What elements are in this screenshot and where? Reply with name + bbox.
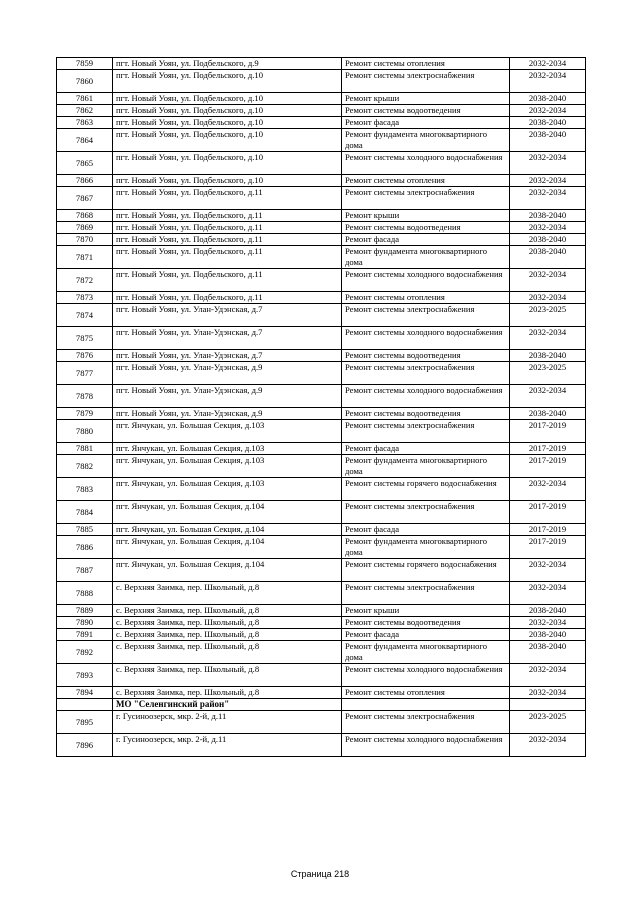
row-period: 2032-2034 — [510, 70, 586, 93]
row-period: 2032-2034 — [510, 292, 586, 304]
table-row — [57, 617, 586, 629]
table-row — [57, 408, 586, 420]
table-body — [57, 58, 586, 757]
row-period: 2032-2034 — [510, 617, 586, 629]
section-num-cell — [57, 699, 113, 711]
row-work-type: Ремонт системы отопления — [342, 687, 510, 699]
table-row — [57, 385, 586, 408]
row-address: пгт. Янчукан, ул. Большая Секция, д.104 — [113, 501, 342, 524]
row-address: пгт. Новый Уоян, ул. Подбельского, д.11 — [113, 292, 342, 304]
row-work-type: Ремонт системы электроснабжения — [342, 187, 510, 210]
row-work-type: Ремонт фундамента многоквартирного дома — [342, 129, 510, 152]
row-period: 2017-2019 — [510, 443, 586, 455]
row-address: пгт. Новый Уоян, ул. Улан-Удэнская, д.9 — [113, 385, 342, 408]
row-period: 2038-2040 — [510, 117, 586, 129]
row-address: пгт. Янчукан, ул. Большая Секция, д.103 — [113, 420, 342, 443]
table-row — [57, 222, 586, 234]
table-row — [57, 734, 586, 757]
row-period: 2017-2019 — [510, 524, 586, 536]
row-work-type: Ремонт системы водоотведения — [342, 350, 510, 362]
row-number: 7870 — [57, 234, 113, 246]
row-work-type: Ремонт крыши — [342, 93, 510, 105]
row-work-type: Ремонт системы электроснабжения — [342, 420, 510, 443]
row-period: 2038-2040 — [510, 629, 586, 641]
row-number: 7860 — [57, 70, 113, 93]
table-row — [57, 443, 586, 455]
table-row — [57, 641, 586, 664]
row-period: 2038-2040 — [510, 246, 586, 269]
row-address: пгт. Янчукан, ул. Большая Секция, д.104 — [113, 559, 342, 582]
row-period: 2038-2040 — [510, 350, 586, 362]
row-work-type: Ремонт системы электроснабжения — [342, 582, 510, 605]
row-address: пгт. Новый Уоян, ул. Подбельского, д.10 — [113, 175, 342, 187]
table-row — [57, 70, 586, 93]
row-number: 7878 — [57, 385, 113, 408]
section-period-cell — [510, 699, 586, 711]
row-period: 2032-2034 — [510, 582, 586, 605]
row-period: 2032-2034 — [510, 327, 586, 350]
row-period: 2032-2034 — [510, 222, 586, 234]
row-period: 2032-2034 — [510, 385, 586, 408]
row-number: 7895 — [57, 711, 113, 734]
row-work-type: Ремонт фундамента многоквартирного дома — [342, 246, 510, 269]
section-title: МО "Селенгинский район" — [113, 699, 342, 711]
row-number: 7884 — [57, 501, 113, 524]
row-number: 7889 — [57, 605, 113, 617]
row-work-type: Ремонт системы отопления — [342, 58, 510, 70]
table-row — [57, 187, 586, 210]
row-number: 7893 — [57, 664, 113, 687]
row-number: 7876 — [57, 350, 113, 362]
row-work-type: Ремонт системы электроснабжения — [342, 501, 510, 524]
row-number: 7872 — [57, 269, 113, 292]
row-work-type: Ремонт системы холодного водоснабжения — [342, 327, 510, 350]
row-work-type: Ремонт фасада — [342, 234, 510, 246]
row-work-type: Ремонт системы водоотведения — [342, 408, 510, 420]
row-period: 2032-2034 — [510, 105, 586, 117]
row-work-type: Ремонт системы электроснабжения — [342, 304, 510, 327]
row-work-type: Ремонт фундамента многоквартирного дома — [342, 455, 510, 478]
row-address: с. Верхняя Заимка, пер. Школьный, д.8 — [113, 617, 342, 629]
row-address: пгт. Новый Уоян, ул. Улан-Удэнская, д.9 — [113, 362, 342, 385]
row-address: пгт. Новый Уоян, ул. Подбельского, д.11 — [113, 187, 342, 210]
row-number: 7882 — [57, 455, 113, 478]
row-period: 2038-2040 — [510, 234, 586, 246]
row-period: 2032-2034 — [510, 734, 586, 757]
row-address: с. Верхняя Заимка, пер. Школьный, д.8 — [113, 687, 342, 699]
row-address: с. Верхняя Заимка, пер. Школьный, д.8 — [113, 605, 342, 617]
row-address: пгт. Янчукан, ул. Большая Секция, д.104 — [113, 536, 342, 559]
row-address: пгт. Новый Уоян, ул. Улан-Удэнская, д.9 — [113, 408, 342, 420]
row-number: 7863 — [57, 117, 113, 129]
row-period: 2038-2040 — [510, 605, 586, 617]
table-row — [57, 687, 586, 699]
row-number: 7880 — [57, 420, 113, 443]
row-work-type: Ремонт системы горячего водоснабжения — [342, 478, 510, 501]
table-row — [57, 524, 586, 536]
table-row — [57, 117, 586, 129]
row-work-type: Ремонт системы водоотведения — [342, 617, 510, 629]
table-row — [57, 664, 586, 687]
row-work-type: Ремонт системы холодного водоснабжения — [342, 664, 510, 687]
row-period: 2017-2019 — [510, 455, 586, 478]
row-number: 7871 — [57, 246, 113, 269]
row-number: 7873 — [57, 292, 113, 304]
table-row — [57, 455, 586, 478]
row-number: 7894 — [57, 687, 113, 699]
row-work-type: Ремонт крыши — [342, 605, 510, 617]
row-work-type: Ремонт фасада — [342, 117, 510, 129]
row-work-type: Ремонт системы электроснабжения — [342, 362, 510, 385]
row-period: 2017-2019 — [510, 501, 586, 524]
table-row — [57, 246, 586, 269]
row-address: пгт. Новый Уоян, ул. Подбельского, д.10 — [113, 129, 342, 152]
row-address: пгт. Новый Уоян, ул. Улан-Удэнская, д.7 — [113, 304, 342, 327]
table-row — [57, 582, 586, 605]
row-period: 2017-2019 — [510, 536, 586, 559]
row-period: 2032-2034 — [510, 478, 586, 501]
table-row — [57, 501, 586, 524]
row-number: 7868 — [57, 210, 113, 222]
row-number: 7869 — [57, 222, 113, 234]
row-address: с. Верхняя Заимка, пер. Школьный, д.8 — [113, 664, 342, 687]
row-address: пгт. Янчукан, ул. Большая Секция, д.103 — [113, 455, 342, 478]
row-address: г. Гусиноозерск, мкр. 2-й, д.11 — [113, 734, 342, 757]
row-number: 7888 — [57, 582, 113, 605]
row-work-type: Ремонт фасада — [342, 443, 510, 455]
row-period: 2032-2034 — [510, 175, 586, 187]
row-address: пгт. Новый Уоян, ул. Улан-Удэнская, д.7 — [113, 327, 342, 350]
table-row — [57, 234, 586, 246]
row-period: 2032-2034 — [510, 58, 586, 70]
row-address: пгт. Новый Уоян, ул. Подбельского, д.11 — [113, 234, 342, 246]
row-period: 2032-2034 — [510, 687, 586, 699]
row-address: пгт. Новый Уоян, ул. Улан-Удэнская, д.7 — [113, 350, 342, 362]
row-work-type: Ремонт системы холодного водоснабжения — [342, 385, 510, 408]
table-row — [57, 129, 586, 152]
row-period: 2023-2025 — [510, 304, 586, 327]
row-number: 7864 — [57, 129, 113, 152]
row-period: 2023-2025 — [510, 711, 586, 734]
row-work-type: Ремонт системы водоотведения — [342, 222, 510, 234]
table-row — [57, 93, 586, 105]
table-row — [57, 58, 586, 70]
row-period: 2017-2019 — [510, 420, 586, 443]
row-period: 2038-2040 — [510, 408, 586, 420]
row-work-type: Ремонт фундамента многоквартирного дома — [342, 641, 510, 664]
row-period: 2032-2034 — [510, 559, 586, 582]
row-work-type: Ремонт фасада — [342, 629, 510, 641]
section-work-cell — [342, 699, 510, 711]
row-work-type: Ремонт системы холодного водоснабжения — [342, 269, 510, 292]
row-work-type: Ремонт системы отопления — [342, 175, 510, 187]
row-address: пгт. Янчукан, ул. Большая Секция, д.104 — [113, 524, 342, 536]
row-address: пгт. Новый Уоян, ул. Подбельского, д.11 — [113, 269, 342, 292]
row-address: пгт. Новый Уоян, ул. Подбельского, д.11 — [113, 246, 342, 269]
row-number: 7892 — [57, 641, 113, 664]
row-number: 7867 — [57, 187, 113, 210]
table-row — [57, 629, 586, 641]
row-number: 7896 — [57, 734, 113, 757]
row-address: пгт. Новый Уоян, ул. Подбельского, д.10 — [113, 70, 342, 93]
row-address: пгт. Новый Уоян, ул. Подбельского, д.10 — [113, 105, 342, 117]
row-number: 7891 — [57, 629, 113, 641]
row-number: 7887 — [57, 559, 113, 582]
row-work-type: Ремонт системы горячего водоснабжения — [342, 559, 510, 582]
row-number: 7890 — [57, 617, 113, 629]
row-period: 2038-2040 — [510, 93, 586, 105]
row-number: 7865 — [57, 152, 113, 175]
row-number: 7881 — [57, 443, 113, 455]
row-address: с. Верхняя Заимка, пер. Школьный, д.8 — [113, 582, 342, 605]
table-row — [57, 420, 586, 443]
row-address: пгт. Новый Уоян, ул. Подбельского, д.11 — [113, 210, 342, 222]
table-row — [57, 350, 586, 362]
repair-schedule-table — [56, 57, 586, 757]
row-period: 2038-2040 — [510, 210, 586, 222]
table-row — [57, 304, 586, 327]
section-header-row — [57, 699, 586, 711]
row-address: пгт. Новый Уоян, ул. Подбельского, д.11 — [113, 222, 342, 234]
page-footer — [0, 869, 640, 879]
table-row — [57, 605, 586, 617]
row-number: 7877 — [57, 362, 113, 385]
row-period: 2032-2034 — [510, 187, 586, 210]
row-number: 7886 — [57, 536, 113, 559]
table-row — [57, 292, 586, 304]
row-period: 2038-2040 — [510, 641, 586, 664]
row-work-type: Ремонт системы холодного водоснабжения — [342, 734, 510, 757]
row-number: 7879 — [57, 408, 113, 420]
row-period: 2023-2025 — [510, 362, 586, 385]
table-row — [57, 362, 586, 385]
table-row — [57, 269, 586, 292]
row-number: 7866 — [57, 175, 113, 187]
row-work-type: Ремонт системы электроснабжения — [342, 70, 510, 93]
row-address: пгт. Новый Уоян, ул. Подбельского, д.10 — [113, 93, 342, 105]
table-row — [57, 559, 586, 582]
table-row — [57, 175, 586, 187]
row-address: пгт. Янчукан, ул. Большая Секция, д.103 — [113, 443, 342, 455]
row-number: 7862 — [57, 105, 113, 117]
row-work-type: Ремонт фундамента многоквартирного дома — [342, 536, 510, 559]
table-row — [57, 536, 586, 559]
repair-schedule-table-wrap — [56, 57, 585, 757]
row-period: 2032-2034 — [510, 664, 586, 687]
table-row — [57, 210, 586, 222]
row-period: 2032-2034 — [510, 152, 586, 175]
table-row — [57, 152, 586, 175]
row-address: г. Гусиноозерск, мкр. 2-й, д.11 — [113, 711, 342, 734]
row-work-type: Ремонт фасада — [342, 524, 510, 536]
row-number: 7875 — [57, 327, 113, 350]
row-number: 7883 — [57, 478, 113, 501]
row-work-type: Ремонт системы отопления — [342, 292, 510, 304]
row-address: пгт. Новый Уоян, ул. Подбельского, д.10 — [113, 152, 342, 175]
row-period: 2032-2034 — [510, 269, 586, 292]
table-row — [57, 327, 586, 350]
row-number: 7859 — [57, 58, 113, 70]
row-address: пгт. Новый Уоян, ул. Подбельского, д.10 — [113, 117, 342, 129]
row-address: с. Верхняя Заимка, пер. Школьный, д.8 — [113, 629, 342, 641]
row-address: пгт. Новый Уоян, ул. Подбельского, д.9 — [113, 58, 342, 70]
row-number: 7861 — [57, 93, 113, 105]
table-row — [57, 711, 586, 734]
table-row — [57, 478, 586, 501]
page-number-label: Страница 218 — [290, 869, 350, 879]
row-address: пгт. Янчукан, ул. Большая Секция, д.103 — [113, 478, 342, 501]
row-work-type: Ремонт системы электроснабжения — [342, 711, 510, 734]
table-row — [57, 105, 586, 117]
row-number: 7885 — [57, 524, 113, 536]
row-work-type: Ремонт крыши — [342, 210, 510, 222]
row-number: 7874 — [57, 304, 113, 327]
row-period: 2038-2040 — [510, 129, 586, 152]
row-work-type: Ремонт системы водоотведения — [342, 105, 510, 117]
row-address: с. Верхняя Заимка, пер. Школьный, д.8 — [113, 641, 342, 664]
row-work-type: Ремонт системы холодного водоснабжения — [342, 152, 510, 175]
